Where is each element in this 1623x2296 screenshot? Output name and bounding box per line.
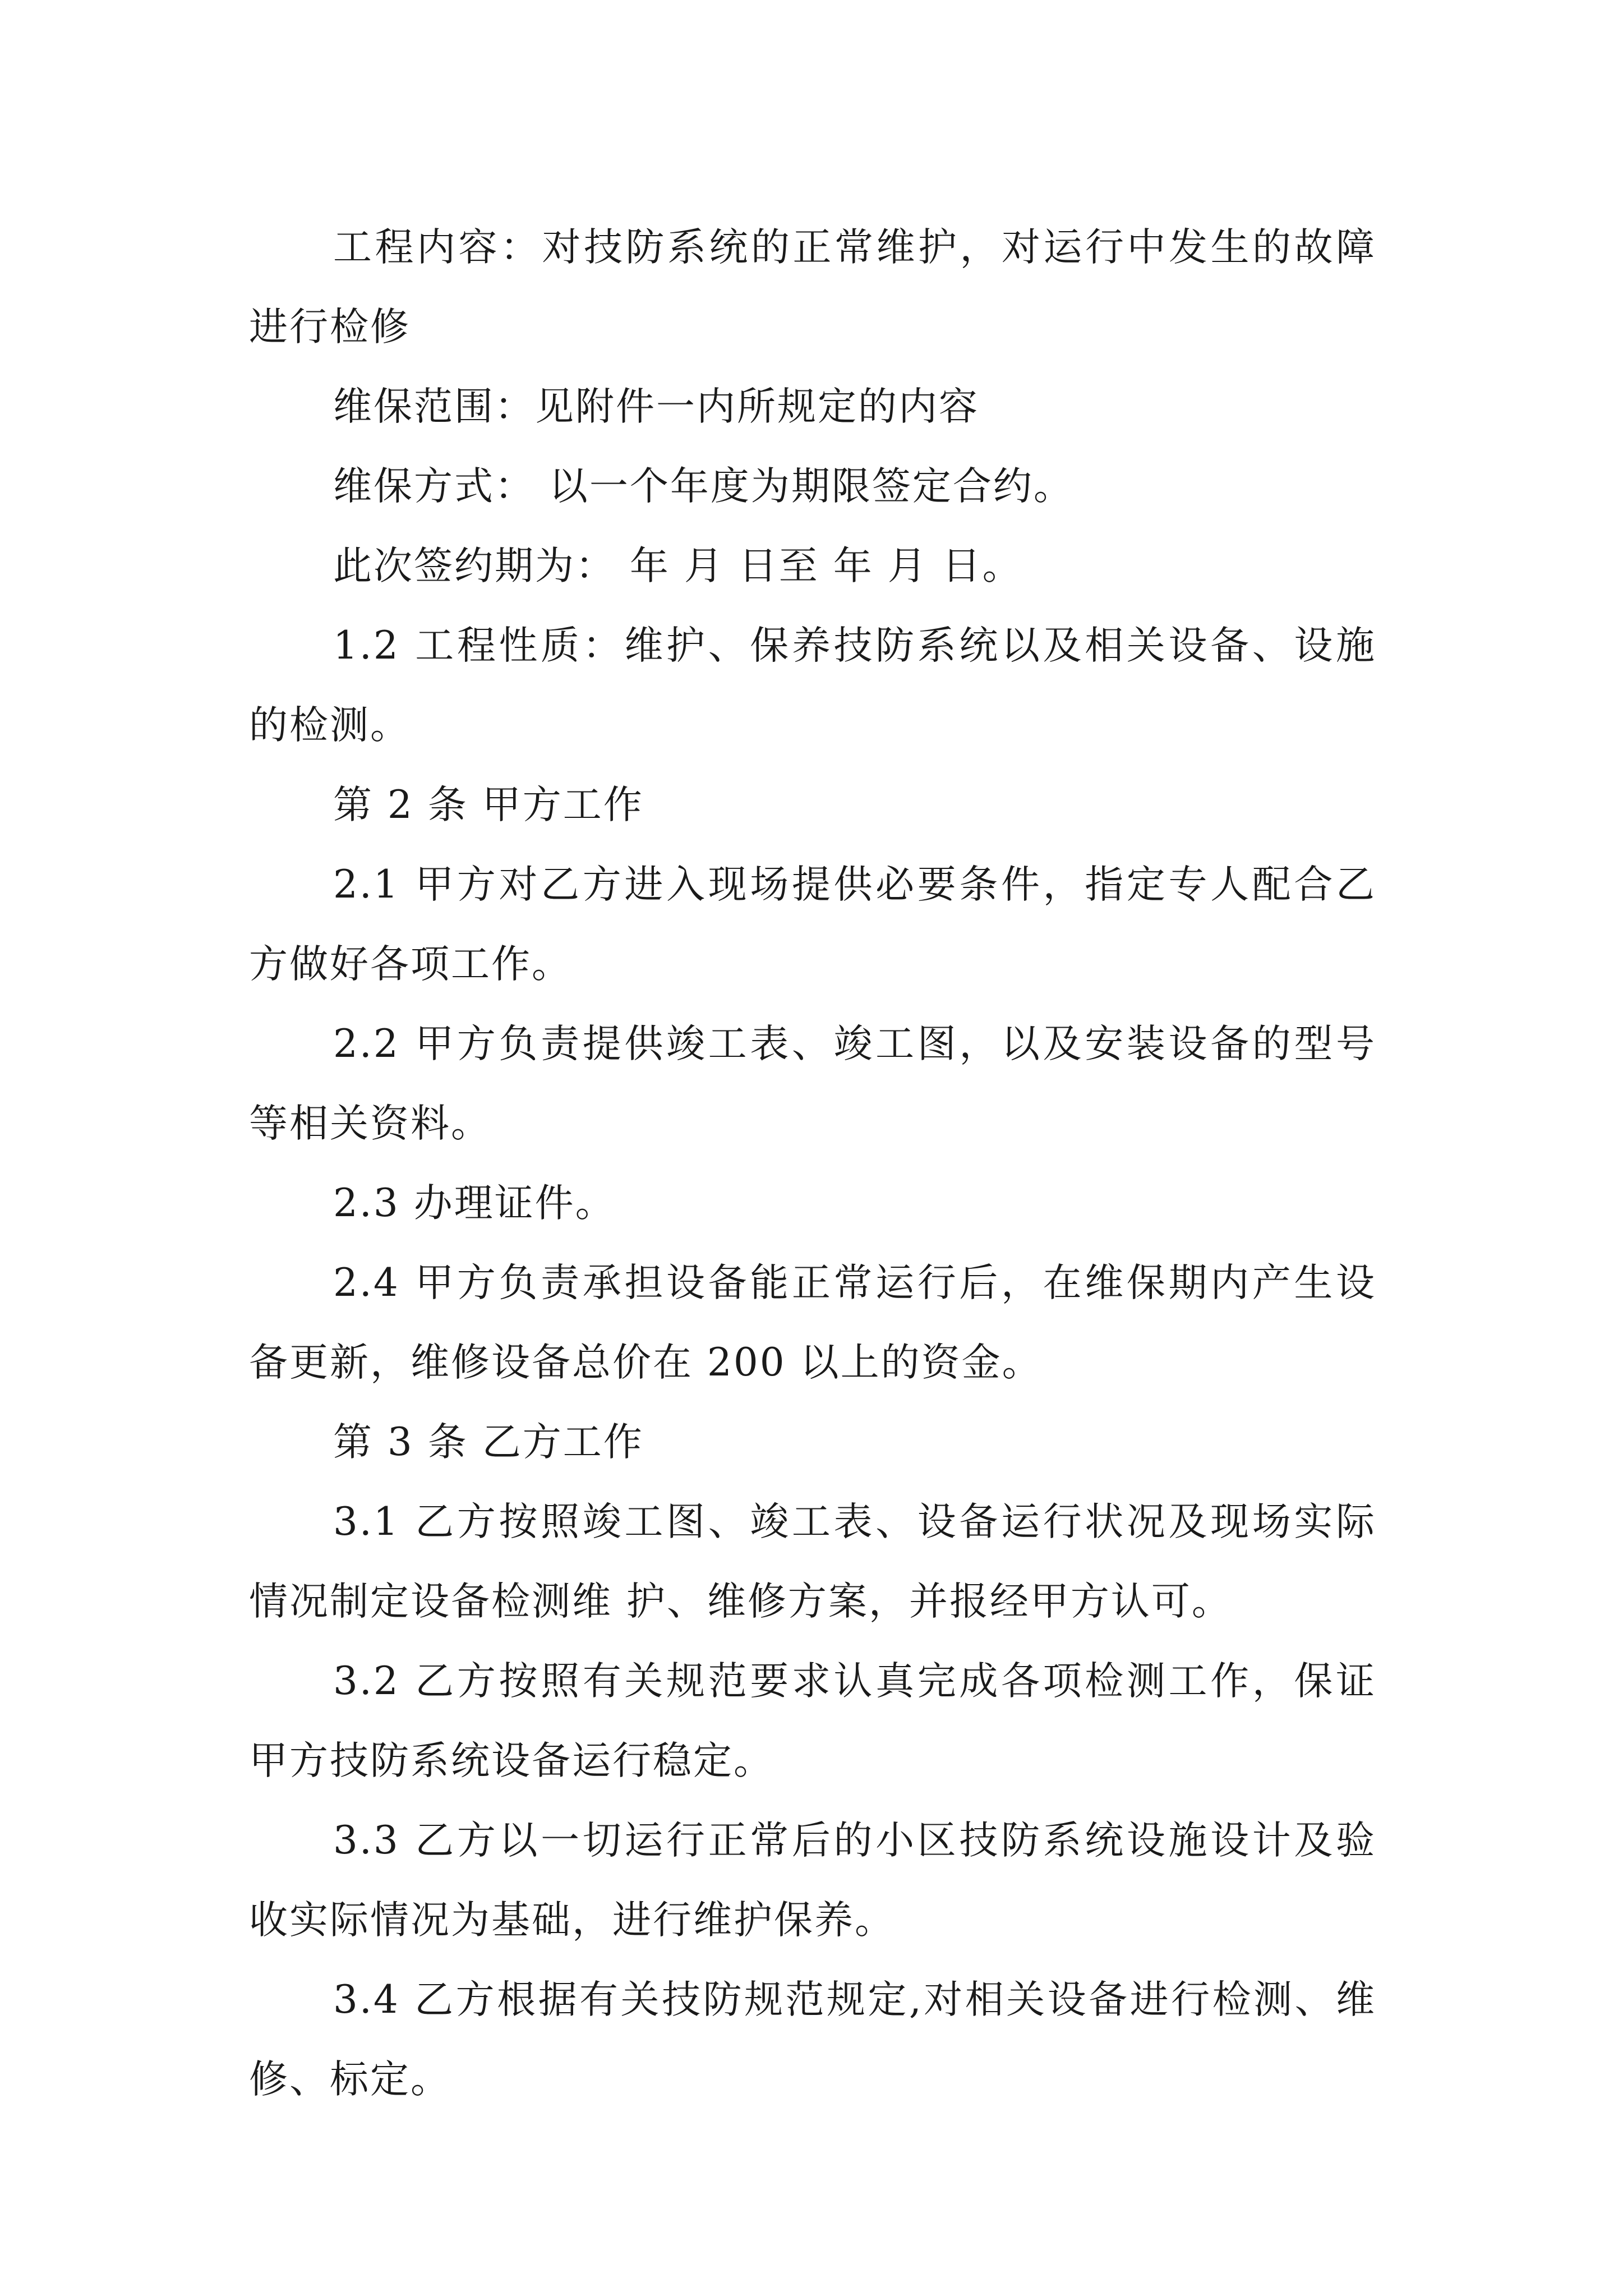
paragraph-3-2: 3.2 乙方按照有关规范要求认真完成各项检测工作，保证甲方技防系统设备运行稳定。 [249, 1659, 1376, 1783]
paragraph-2-2: 2.2 甲方负责提供竣工表、竣工图，以及安装设备的型号等相关资料。 [249, 1022, 1376, 1146]
paragraph-maintenance-method: 维保方式： 以一个年度为期限签定合约。 [333, 464, 1074, 509]
paragraph-2-3: 2.3 办理证件。 [333, 1181, 616, 1226]
paragraph-3-4: 3.4 乙方根据有关技防规范规定,对相关设备进行检测、维修、标定。 [249, 1977, 1376, 2102]
document-body [249, 208, 1376, 2119]
heading-article-3: 第 3 条 乙方工作 [333, 1420, 644, 1465]
paragraph-2-1: 2.1 甲方对乙方进入现场提供必要条件，指定专人配合乙方做好各项工作。 [249, 862, 1376, 987]
paragraph-1-2: 1.2 工程性质：维护、保养技防系统以及相关设备、设施的检测。 [249, 623, 1376, 748]
paragraph-maintenance-scope: 维保范围：见附件一内所规定的内容 [333, 384, 979, 429]
paragraph-2-4: 2.4 甲方负责承担设备能正常运行后，在维保期内产生设备更新，维修设备总价在 200 以上的资金。 [249, 1260, 1376, 1385]
paragraph-contract-period: 此次签约期为： 年 月 日至 年 月 日。 [333, 544, 1023, 588]
paragraph-3-3: 3.3 乙方以一切运行正常后的小区技防系统设施设计及验收实际情况为基础，进行维护保养。 [249, 1818, 1376, 1943]
heading-article-2: 第 2 条 甲方工作 [333, 783, 644, 827]
paragraph-project-content: 工程内容：对技防系统的正常维护，对运行中发生的故障进行检修 [249, 225, 1376, 349]
paragraph-3-1: 3.1 乙方按照竣工图、竣工表、设备运行状况及现场实际情况制定设备检测维 护、维修方案，并报经甲方认可。 [249, 1499, 1376, 1624]
